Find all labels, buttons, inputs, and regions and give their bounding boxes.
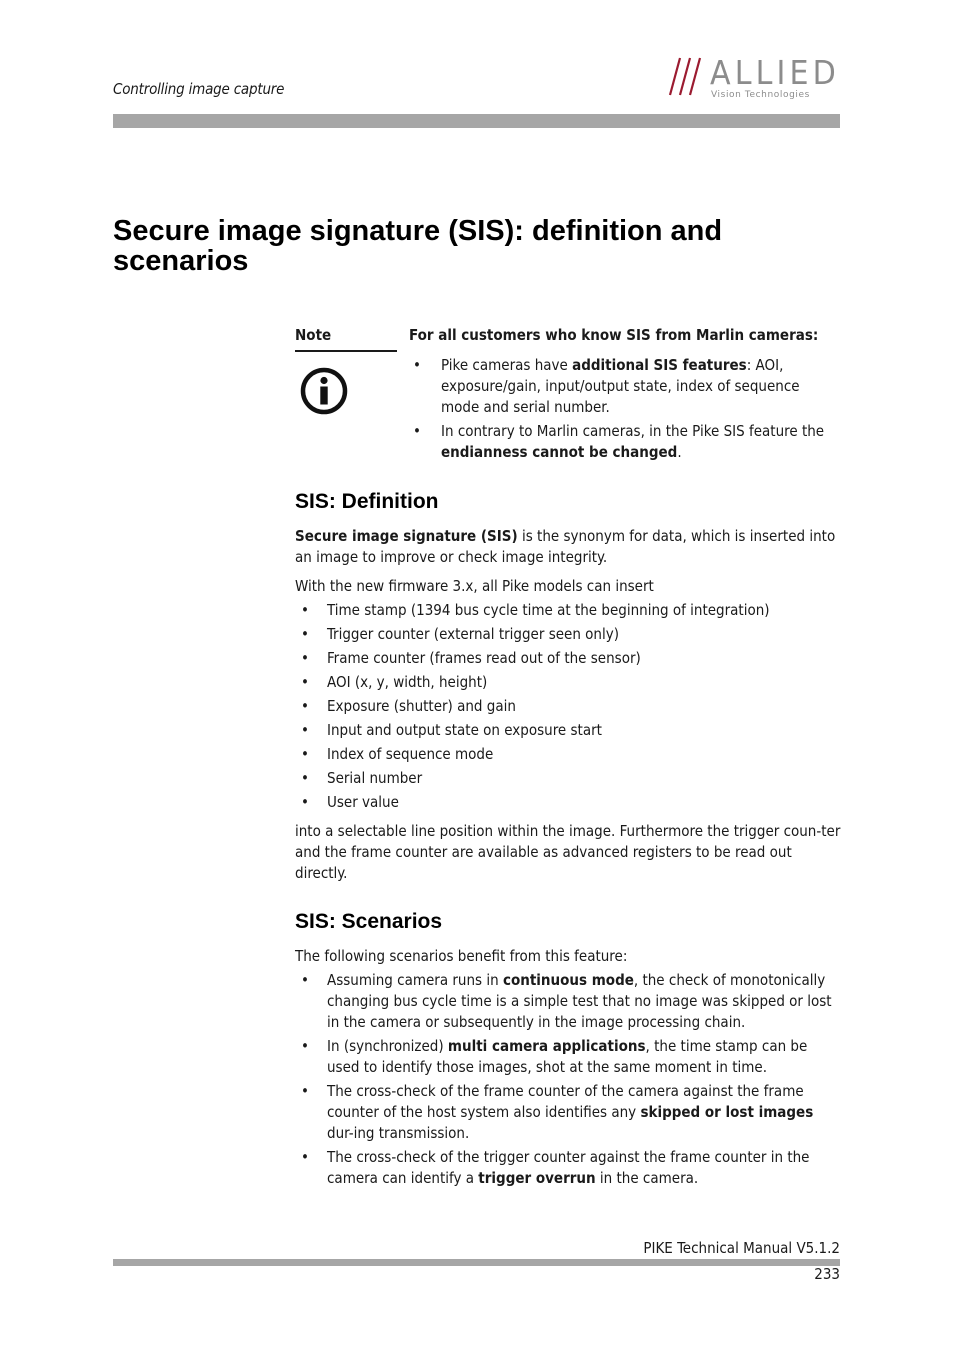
note-label: Note [295, 326, 397, 352]
list-item: • Exposure (shutter) and gain [295, 694, 843, 718]
footer-manual-title: PIKE Technical Manual V5.1.2 [643, 1239, 840, 1257]
definition-list [295, 598, 843, 814]
definition-heading: SIS: Definition [295, 490, 439, 513]
note-item: • Pike cameras have additional SIS features: AOI, exposure/gain, input/output state, index of sequence mode and serial number. [409, 355, 841, 418]
allied-logo [668, 55, 843, 100]
list-item: • Time stamp (1394 bus cycle time at the beginning of integration) [295, 598, 843, 622]
list-item: • AOI (x, y, width, height) [295, 670, 843, 694]
page-number: 233 [814, 1265, 840, 1283]
list-item: • Input and output state on exposure start [295, 718, 843, 742]
note-item: • In contrary to Marlin cameras, in the Pike SIS feature the endianness cannot be changed. [409, 421, 841, 463]
list-item: • In (synchronized) multi camera applications, the time stamp can be used to identify those images, shot at the same moment in time. [295, 1036, 843, 1078]
logo-subtitle: Vision Technologies [711, 90, 810, 100]
note-list [409, 355, 841, 466]
list-item: • Assuming camera runs in continuous mode, the check of monotonically changing bus cycle time is a simple test that no image was skipped or lost in the camera or subsequently in the image processing chain. [295, 970, 843, 1033]
definition-intro: Secure image signature (SIS) is the synonym for data, which is inserted into an image to improve or check image integrity. [295, 527, 836, 566]
list-item: • Index of sequence mode [295, 742, 843, 766]
list-item: • Serial number [295, 766, 843, 790]
list-item: • Trigger counter (external trigger seen only) [295, 622, 843, 646]
scenarios-lead: The following scenarios benefit from this feature: [295, 947, 628, 965]
note-heading: For all customers who know SIS from Marlin cameras: [409, 326, 819, 344]
header-rule [113, 114, 840, 128]
logo-word: ALLIED [710, 55, 840, 92]
running-header: Controlling image capture [113, 80, 285, 98]
list-item: • User value [295, 790, 843, 814]
list-item: • Frame counter (frames read out of the sensor) [295, 646, 843, 670]
list-item: • The cross-check of the trigger counter against the frame counter in the camera can identify a trigger overrun in the camera. [295, 1147, 843, 1189]
definition-lead: With the new firmware 3.x, all Pike models can insert [295, 577, 654, 595]
scenarios-list [295, 970, 843, 1192]
definition-outro: into a selectable line position within the image. Furthermore the trigger coun-ter and the frame counter are available as advanced registers to be read out directly. [295, 822, 841, 882]
info-icon [300, 367, 348, 415]
scenarios-heading: SIS: Scenarios [295, 910, 443, 933]
page-title: Secure image signature (SIS): definition and scenarios [113, 215, 723, 277]
list-item: • The cross-check of the frame counter of the camera against the frame counter of the host system also identifies any skipped or lost images dur-ing transmission. [295, 1081, 843, 1144]
footer-rule [113, 1259, 840, 1266]
